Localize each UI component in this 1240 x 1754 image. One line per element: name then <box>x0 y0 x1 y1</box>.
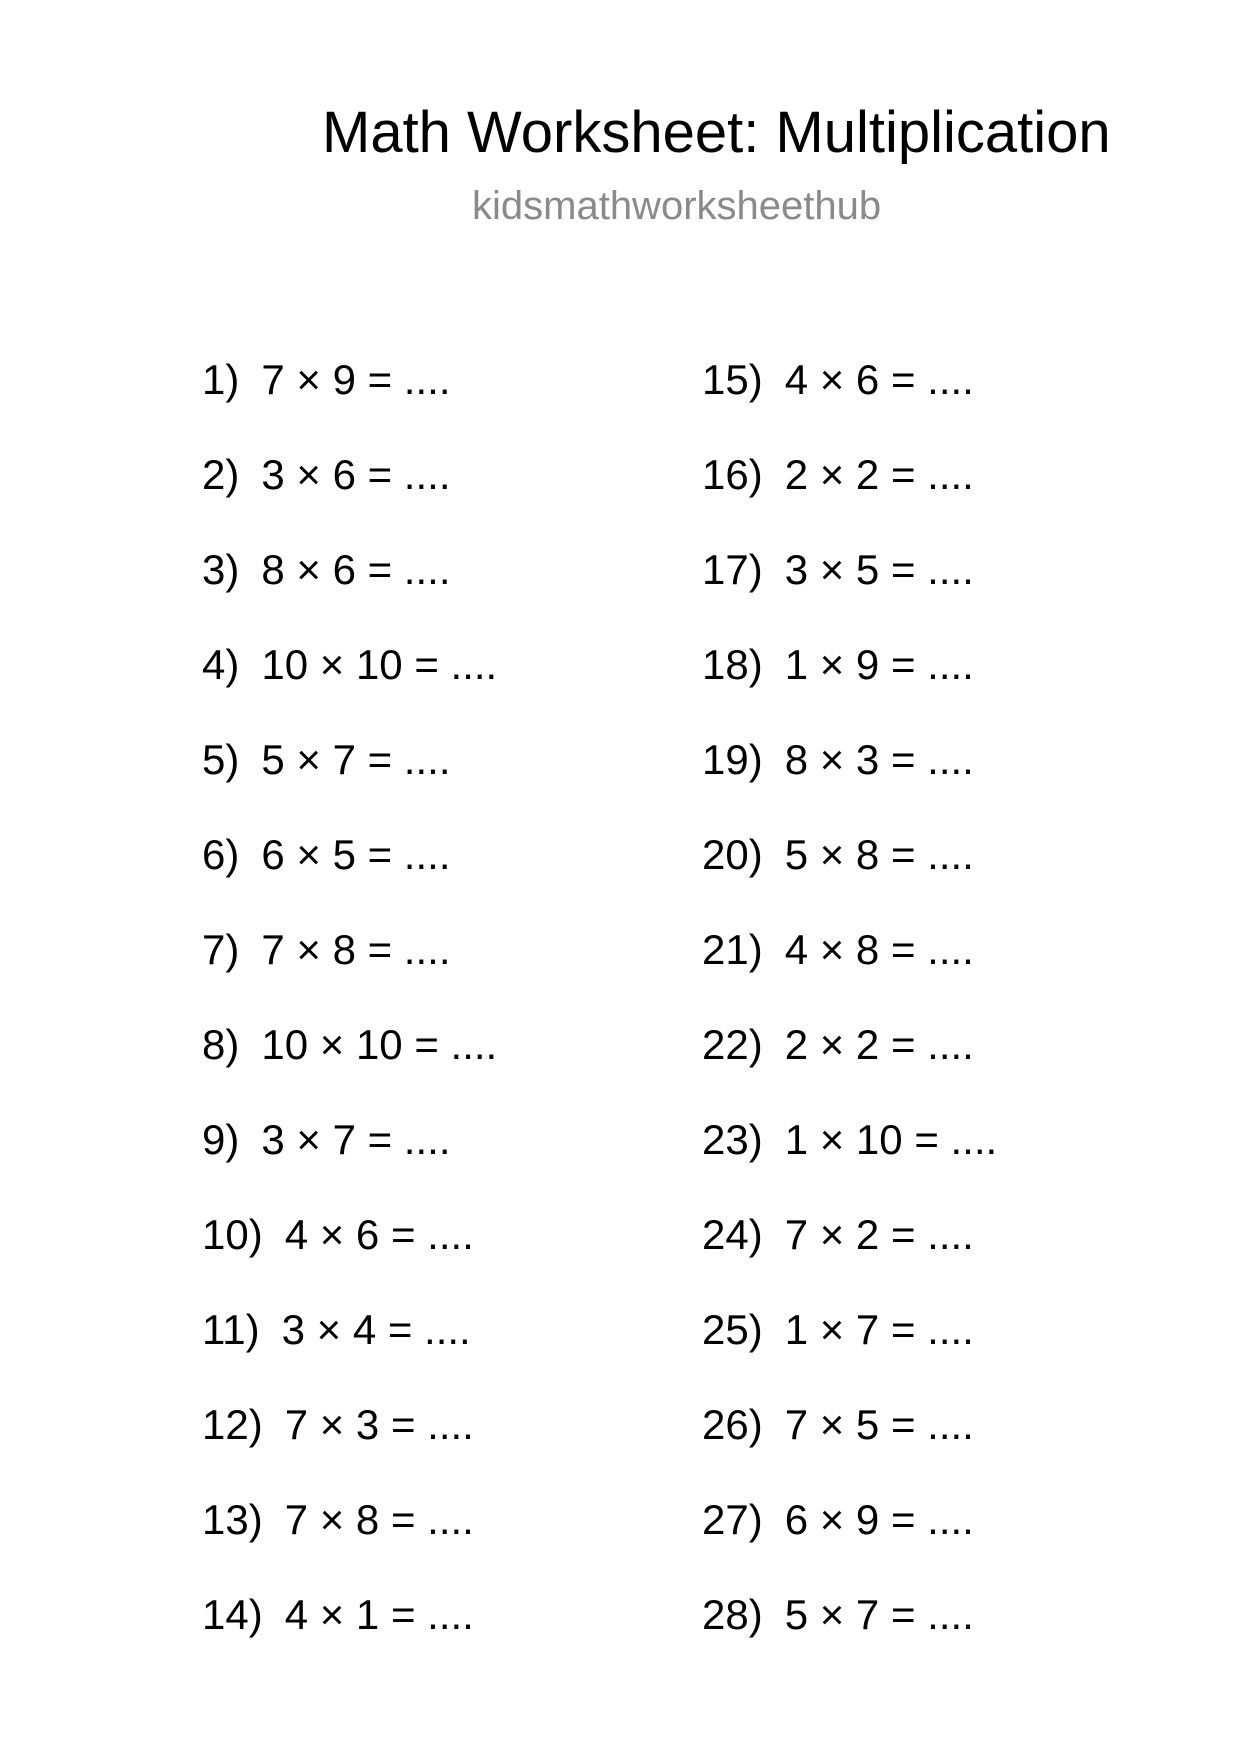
problem-number: 25) <box>702 1306 763 1353</box>
problem-number: 15) <box>702 356 763 403</box>
problem-expression: 4 × 6 = .... <box>284 1211 474 1258</box>
problem-item <box>702 542 974 598</box>
problem-number: 10) <box>202 1211 263 1258</box>
problem-expression: 1 × 9 = .... <box>784 641 974 688</box>
problem-item <box>202 1207 474 1263</box>
problem-number: 27) <box>702 1496 763 1543</box>
problem-number: 21) <box>702 926 763 973</box>
problem-number: 19) <box>702 736 763 783</box>
problem-expression: 8 × 3 = .... <box>784 736 974 783</box>
problem-expression: 7 × 8 = .... <box>284 1496 474 1543</box>
page-title: Math Worksheet: Multiplication <box>322 100 1111 165</box>
problem-expression: 2 × 2 = .... <box>784 1021 974 1068</box>
problem-expression: 5 × 7 = .... <box>261 736 451 783</box>
problem-item <box>202 1112 450 1168</box>
problem-expression: 5 × 7 = .... <box>784 1591 974 1638</box>
problem-item <box>702 1207 974 1263</box>
problem-item <box>202 447 450 503</box>
problem-expression: 2 × 2 = .... <box>784 451 974 498</box>
problem-expression: 6 × 5 = .... <box>261 831 451 878</box>
problem-number: 5) <box>202 736 240 783</box>
problem-expression: 10 × 10 = .... <box>261 641 498 688</box>
problem-item <box>202 637 497 693</box>
problem-number: 28) <box>702 1591 763 1638</box>
problem-item <box>702 732 974 788</box>
problem-number: 26) <box>702 1401 763 1448</box>
problem-item <box>202 352 450 408</box>
problem-item <box>702 447 974 503</box>
problem-item <box>702 1492 974 1548</box>
problem-number: 12) <box>202 1401 263 1448</box>
problem-expression: 4 × 1 = .... <box>284 1591 474 1638</box>
problem-number: 24) <box>702 1211 763 1258</box>
problem-item <box>202 542 450 598</box>
problem-expression: 10 × 10 = .... <box>261 1021 498 1068</box>
problem-item <box>202 1017 497 1073</box>
problem-item <box>202 1587 474 1643</box>
problem-item <box>702 1112 997 1168</box>
problem-expression: 8 × 6 = .... <box>261 546 451 593</box>
problem-expression: 5 × 8 = .... <box>784 831 974 878</box>
problem-item <box>202 922 450 978</box>
problem-item <box>202 1302 471 1358</box>
problem-number: 14) <box>202 1591 263 1638</box>
problem-number: 23) <box>702 1116 763 1163</box>
problem-number: 7) <box>202 926 240 973</box>
problem-expression: 7 × 9 = .... <box>261 356 451 403</box>
problem-number: 8) <box>202 1021 240 1068</box>
problem-number: 22) <box>702 1021 763 1068</box>
problem-number: 4) <box>202 641 240 688</box>
problem-expression: 3 × 6 = .... <box>261 451 451 498</box>
site-name: kidsmathworksheethub <box>472 184 882 228</box>
problem-expression: 3 × 5 = .... <box>784 546 974 593</box>
problem-expression: 7 × 2 = .... <box>784 1211 974 1258</box>
problem-expression: 3 × 7 = .... <box>261 1116 451 1163</box>
problem-item <box>202 1397 474 1453</box>
problem-number: 2) <box>202 451 240 498</box>
problem-expression: 7 × 8 = .... <box>261 926 451 973</box>
problem-expression: 3 × 4 = .... <box>281 1306 471 1353</box>
problem-item <box>702 1587 974 1643</box>
problem-number: 9) <box>202 1116 240 1163</box>
problem-number: 18) <box>702 641 763 688</box>
problem-number: 20) <box>702 831 763 878</box>
problem-item <box>202 1492 474 1548</box>
problem-expression: 1 × 7 = .... <box>784 1306 974 1353</box>
problem-number: 6) <box>202 831 240 878</box>
problem-expression: 6 × 9 = .... <box>784 1496 974 1543</box>
problem-item <box>702 1302 974 1358</box>
problem-item <box>202 732 450 788</box>
problem-expression: 7 × 5 = .... <box>784 1401 974 1448</box>
problem-item <box>702 827 974 883</box>
problem-expression: 1 × 10 = .... <box>784 1116 998 1163</box>
problem-item <box>202 827 450 883</box>
problem-number: 1) <box>202 356 240 403</box>
problem-number: 13) <box>202 1496 263 1543</box>
problem-number: 17) <box>702 546 763 593</box>
problem-item <box>702 637 974 693</box>
problem-number: 3) <box>202 546 240 593</box>
problem-expression: 4 × 6 = .... <box>784 356 974 403</box>
problem-number: 16) <box>702 451 763 498</box>
problem-number: 11) <box>202 1306 260 1353</box>
problem-expression: 7 × 3 = .... <box>284 1401 474 1448</box>
problem-item <box>702 922 974 978</box>
problem-item <box>702 1397 974 1453</box>
problem-item <box>702 1017 974 1073</box>
problem-item <box>702 352 974 408</box>
problem-expression: 4 × 8 = .... <box>784 926 974 973</box>
